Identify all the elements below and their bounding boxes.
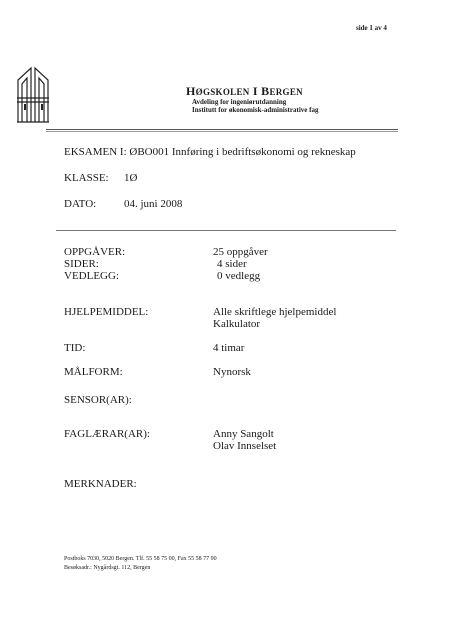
header-divider (46, 129, 398, 130)
time-value: 4 timar (213, 342, 245, 354)
language-label: MÅLFORM: (64, 366, 123, 378)
page-number: side 1 av 4 (356, 24, 387, 32)
teacher-2: Olav Innselset (213, 440, 277, 452)
aids-value-1: Alle skriftlege hjelpemiddel (213, 306, 337, 318)
department-line-1: Avdeling for ingeniørutdanning (192, 98, 287, 106)
section-divider (56, 230, 396, 231)
aids-value-2: Kalkulator (213, 318, 261, 330)
school-logo (16, 64, 50, 124)
teacher-1: Anny Sangolt (213, 428, 274, 440)
attachments-label: VEDLEGG: (64, 270, 119, 282)
header-divider-shadow (46, 131, 398, 132)
footer-address: Postboks 7030, 5020 Bergen. Tlf. 55 58 75 00, Fax 55 58 77 90 (64, 556, 217, 562)
examiners-label: SENSOR(AR): (64, 394, 132, 406)
remarks-label: MERKNADER: (64, 478, 137, 490)
pages-value: 4 sider (217, 258, 247, 270)
time-label: TID: (64, 342, 86, 354)
class-value: 1Ø (124, 172, 138, 184)
date-value: 04. juni 2008 (124, 198, 183, 210)
tasks-value: 25 oppgåver (213, 246, 268, 258)
attachments-value: 0 vedlegg (217, 270, 261, 282)
language-value: Nynorsk (213, 366, 251, 378)
tasks-label: OPPGÅVER: (64, 246, 126, 258)
exam-title: EKSAMEN I: ØBO001 Innføring i bedriftsøkonomi og rekneskap (64, 146, 356, 158)
teachers-label: FAGLÆRAR(AR): (64, 428, 150, 440)
class-label: KLASSE: (64, 172, 109, 184)
aids-label: HJELPEMIDDEL: (64, 306, 149, 318)
pages-label: SIDER: (64, 258, 99, 270)
date-label: DATO: (64, 198, 97, 210)
department-line-2: Institutt for økonomisk-administrative fag (192, 106, 319, 114)
footer-visit-address: Besøksadr.: Nygårdsgt. 112, Bergen (64, 565, 151, 571)
institution-name: HØGSKOLEN I BERGEN (186, 84, 303, 98)
